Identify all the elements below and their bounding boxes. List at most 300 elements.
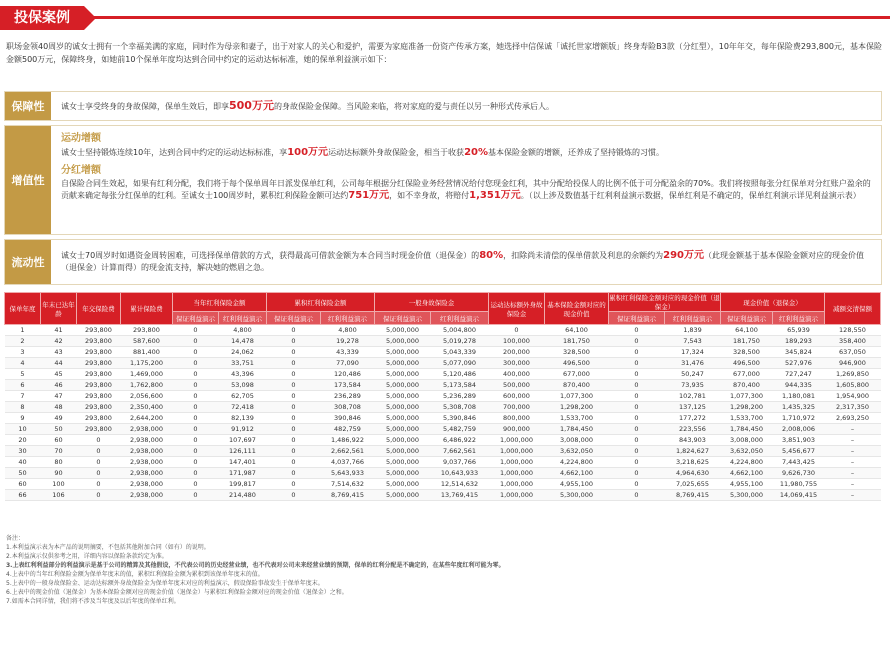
- table-cell: 4,662,100: [545, 468, 609, 479]
- dividend-text-2: ，如不幸身故，将赔付: [389, 191, 470, 200]
- table-cell: 1: [5, 325, 41, 336]
- table-cell: 3,632,050: [721, 446, 773, 457]
- table-cell: 900,000: [489, 424, 545, 435]
- intro-paragraph: 职场金领40周岁的诚女士拥有一个幸福美满的家庭，同时作为母亲和妻子，出于对家人的关心和爱护，需要为家庭准备一份资产传承方案，她选择中信保诚「诚托世家增额版」终身寿险B3款（分红型），10年年交，每年保险费293,800元，基本保险金额500万元，保障终身，如她前10个保单年度均达到合同中约定的运动达标标准，她的保单利益演示如下：: [6, 42, 883, 64]
- table-cell: 0: [267, 347, 321, 358]
- table-cell: 843,903: [665, 435, 721, 446]
- table-cell: 100,000: [489, 336, 545, 347]
- table-cell: 0: [609, 402, 665, 413]
- table-cell: 20: [5, 435, 41, 446]
- table-cell: 173,584: [321, 380, 375, 391]
- table-cell: –: [825, 457, 881, 468]
- liquidity-label: 流动性: [5, 240, 51, 284]
- table-cell: 677,000: [721, 369, 773, 380]
- table-cell: 4,955,100: [545, 479, 609, 490]
- table-cell: 200,000: [489, 347, 545, 358]
- table-cell: 0: [173, 490, 219, 501]
- dividend-heading: 分红增额: [61, 165, 101, 176]
- table-cell: 128,550: [825, 325, 881, 336]
- table-cell: 3,851,903: [773, 435, 825, 446]
- table-cell: –: [825, 435, 881, 446]
- table-cell: 80: [41, 457, 77, 468]
- note-line: 7.如需本合同详情，我们将不涉及当年度及以后年度的保单红利。: [6, 598, 180, 605]
- table-cell: 72,418: [219, 402, 267, 413]
- table-cell: 0: [609, 391, 665, 402]
- table-cell: 1,486,922: [321, 435, 375, 446]
- table-cell: 293,800: [77, 424, 121, 435]
- table-cell: 49: [41, 413, 77, 424]
- table-cell: 5,000,000: [375, 402, 431, 413]
- table-cell: 0: [267, 479, 321, 490]
- th-sport: 运动达标额外身故保险金: [489, 293, 545, 325]
- table-cell: 91,912: [219, 424, 267, 435]
- table-cell: 5,000,000: [375, 369, 431, 380]
- table-cell: 8: [5, 402, 41, 413]
- sport-text-1: 诚女士坚持锻炼连续10年，达到合同中约定的运动达标标准，享: [61, 148, 288, 157]
- table-row: [5, 479, 881, 490]
- liquidity-section: [4, 239, 882, 285]
- table-cell: 527,976: [773, 358, 825, 369]
- th-basic-cv: 基本保险金额对应的现金价值: [545, 293, 609, 325]
- table-row: [5, 391, 881, 402]
- table-cell: 5,000,000: [375, 325, 431, 336]
- growth-label: 增值性: [5, 126, 51, 234]
- th-dividend-cv: 累积红利保险金额对应的现金价值（退保金）: [609, 294, 720, 311]
- table-cell: 0: [609, 369, 665, 380]
- table-cell: 5,077,090: [431, 358, 489, 369]
- table-cell: 1,000,000: [489, 457, 545, 468]
- table-cell: –: [825, 468, 881, 479]
- table-cell: 7: [5, 391, 41, 402]
- table-cell: 5,120,486: [431, 369, 489, 380]
- th-sub: 保证利益演示: [375, 312, 431, 325]
- table-cell: 1,269,850: [825, 369, 881, 380]
- table-cell: 65,939: [773, 325, 825, 336]
- table-cell: 137,125: [665, 402, 721, 413]
- table-cell: 5,019,278: [431, 336, 489, 347]
- table-row: [5, 468, 881, 479]
- table-cell: –: [825, 490, 881, 501]
- table-cell: 0: [609, 347, 665, 358]
- table-cell: 293,800: [77, 369, 121, 380]
- liquidity-amount: 290万元: [663, 250, 704, 261]
- table-cell: 0: [267, 424, 321, 435]
- th-annual: 年交保险费: [77, 293, 121, 325]
- table-body: [5, 325, 881, 501]
- table-cell: 345,824: [773, 347, 825, 358]
- table-cell: 0: [609, 457, 665, 468]
- table-cell: 0: [173, 479, 219, 490]
- table-cell: 0: [489, 325, 545, 336]
- table-cell: 60: [5, 479, 41, 490]
- table-cell: 2,350,400: [121, 402, 173, 413]
- table-cell: 2,938,000: [121, 424, 173, 435]
- table-cell: –: [825, 479, 881, 490]
- table-cell: 496,500: [721, 358, 773, 369]
- th-death: 一般身故保险金: [375, 293, 489, 312]
- table-cell: 53,098: [219, 380, 267, 391]
- table-cell: 13,769,415: [431, 490, 489, 501]
- table-cell: 4,800: [321, 325, 375, 336]
- table-cell: 358,400: [825, 336, 881, 347]
- table-cell: 293,800: [77, 325, 121, 336]
- table-cell: 5,308,708: [431, 402, 489, 413]
- title-rule: [0, 16, 890, 19]
- table-cell: 8,769,415: [665, 490, 721, 501]
- table-cell: 587,600: [121, 336, 173, 347]
- table-cell: 5,000,000: [375, 446, 431, 457]
- table-cell: 300,000: [489, 358, 545, 369]
- table-cell: 2,938,000: [121, 457, 173, 468]
- note-line: 5.上表中的一般身故保险金、运动达标额外身故保险金为保单年度末对应的利益演示，假设保险事故发生于保单年度末。: [6, 580, 324, 587]
- table-cell: 0: [267, 435, 321, 446]
- th-sub: 保证利益演示: [173, 312, 219, 325]
- liquidity-body: [61, 240, 875, 284]
- table-cell: 0: [267, 358, 321, 369]
- table-cell: 0: [609, 446, 665, 457]
- table-cell: 10: [5, 424, 41, 435]
- table-cell: 10,643,933: [431, 468, 489, 479]
- table-cell: 5,000,000: [375, 435, 431, 446]
- table-cell: 0: [267, 446, 321, 457]
- table-cell: 2,693,250: [825, 413, 881, 424]
- table-cell: 70: [41, 446, 77, 457]
- table-cell: 293,800: [77, 347, 121, 358]
- th-cum-dividend: 累积红利保险金额: [267, 293, 375, 312]
- table-cell: 5,000,000: [375, 468, 431, 479]
- th-age: 年末已达年龄: [41, 293, 77, 325]
- th-sub: 保证利益演示: [609, 312, 665, 325]
- table-cell: 181,750: [545, 336, 609, 347]
- th-annual-dividend: 当年红利保险金额: [173, 293, 267, 312]
- table-cell: 199,817: [219, 479, 267, 490]
- table-cell: 1,077,300: [721, 391, 773, 402]
- table-cell: 7,514,632: [321, 479, 375, 490]
- table-cell: 1,298,200: [545, 402, 609, 413]
- table-cell: 5,000,000: [375, 490, 431, 501]
- table-cell: 66: [5, 490, 41, 501]
- th-cum: 累计保险费: [121, 293, 173, 325]
- sport-paragraph: [61, 147, 875, 159]
- table-cell: 2,056,600: [121, 391, 173, 402]
- table-cell: 3,008,000: [545, 435, 609, 446]
- table-cell: 637,050: [825, 347, 881, 358]
- table-row: [5, 358, 881, 369]
- table-cell: 0: [77, 479, 121, 490]
- table-cell: 0: [267, 413, 321, 424]
- table-cell: 40: [5, 457, 41, 468]
- table-row: [5, 435, 881, 446]
- table-cell: 50: [5, 468, 41, 479]
- table-cell: 293,800: [121, 325, 173, 336]
- table-cell: 1,533,700: [545, 413, 609, 424]
- table-cell: 77,090: [321, 358, 375, 369]
- table-cell: 43,339: [321, 347, 375, 358]
- table-row: [5, 413, 881, 424]
- table-cell: 1,000,000: [489, 446, 545, 457]
- table-cell: 0: [267, 325, 321, 336]
- table-cell: 43: [41, 347, 77, 358]
- table-cell: 5,000,000: [375, 347, 431, 358]
- table-cell: 1,954,900: [825, 391, 881, 402]
- table-cell: 2,938,000: [121, 479, 173, 490]
- table-cell: 3,008,000: [721, 435, 773, 446]
- table-cell: 106: [41, 490, 77, 501]
- table-cell: 181,750: [721, 336, 773, 347]
- table-cell: 5,236,289: [431, 391, 489, 402]
- table-cell: 5,000,000: [375, 380, 431, 391]
- protection-label: 保障性: [5, 92, 51, 120]
- table-cell: 50: [41, 424, 77, 435]
- table-cell: 214,480: [219, 490, 267, 501]
- table-cell: 0: [173, 413, 219, 424]
- table-cell: 870,400: [545, 380, 609, 391]
- table-cell: 0: [609, 479, 665, 490]
- table-cell: 0: [267, 402, 321, 413]
- th-sub: 红利利益演示: [665, 312, 721, 325]
- table-cell: 6,486,922: [431, 435, 489, 446]
- th-sub: 红利利益演示: [321, 312, 375, 325]
- table-cell: 0: [173, 391, 219, 402]
- table-cell: 90: [41, 468, 77, 479]
- table-cell: 6: [5, 380, 41, 391]
- table-cell: 5,004,800: [431, 325, 489, 336]
- table-cell: 12,514,632: [431, 479, 489, 490]
- table-cell: 2,938,000: [121, 490, 173, 501]
- table-cell: 0: [77, 435, 121, 446]
- table-cell: 0: [77, 468, 121, 479]
- table-row: [5, 369, 881, 380]
- table-cell: 64,100: [545, 325, 609, 336]
- table-cell: 0: [267, 391, 321, 402]
- table-cell: 82,139: [219, 413, 267, 424]
- liquidity-text-3: （此现金额基于基本保险金额对应的现金价值（退保金）计算而得）的现金流支持，解决她的燃眉之急。: [61, 251, 864, 272]
- note-line: 6.上表中的现金价值（退保金）为基本保险金额对应的现金价值（退保金）与累积红利保险金额对应的现金价值（退保金）之和。: [6, 589, 348, 596]
- table-cell: 5,173,584: [431, 380, 489, 391]
- table-cell: 1,533,700: [721, 413, 773, 424]
- table-cell: –: [825, 446, 881, 457]
- table-cell: 500,000: [489, 380, 545, 391]
- table-cell: 0: [173, 369, 219, 380]
- table-cell: 0: [173, 446, 219, 457]
- table-cell: 800,000: [489, 413, 545, 424]
- table-cell: 1,298,200: [721, 402, 773, 413]
- table-cell: 482,759: [321, 424, 375, 435]
- table-cell: 727,247: [773, 369, 825, 380]
- table-cell: 47: [41, 391, 77, 402]
- table-cell: 4,224,800: [721, 457, 773, 468]
- table-cell: 2,938,000: [121, 446, 173, 457]
- title-bar: [0, 0, 890, 30]
- table-cell: 1,000,000: [489, 435, 545, 446]
- table-cell: 14,069,415: [773, 490, 825, 501]
- table-cell: 5,043,339: [431, 347, 489, 358]
- table-cell: 177,272: [665, 413, 721, 424]
- th-sub: 红利利益演示: [219, 312, 267, 325]
- table-cell: 4: [5, 358, 41, 369]
- table-cell: 700,000: [489, 402, 545, 413]
- table-cell: 7,443,425: [773, 457, 825, 468]
- table-cell: 5,000,000: [375, 424, 431, 435]
- benefit-table: [4, 292, 881, 501]
- table-cell: 1,784,450: [721, 424, 773, 435]
- table-cell: 147,401: [219, 457, 267, 468]
- table-cell: 1,605,800: [825, 380, 881, 391]
- table-cell: 2: [5, 336, 41, 347]
- table-cell: 14,478: [219, 336, 267, 347]
- table-cell: 0: [609, 358, 665, 369]
- sport-percent: 20%: [464, 147, 488, 158]
- table-row: [5, 424, 881, 435]
- table-cell: 5,390,846: [431, 413, 489, 424]
- table-cell: 5,482,759: [431, 424, 489, 435]
- liquidity-percent: 80%: [479, 250, 504, 261]
- table-cell: 7,025,655: [665, 479, 721, 490]
- table-cell: 0: [173, 402, 219, 413]
- dividend-amount-2: 1,351万元: [469, 190, 521, 201]
- th-year: 保单年度: [5, 293, 41, 325]
- table-cell: 31,476: [665, 358, 721, 369]
- table-cell: 881,400: [121, 347, 173, 358]
- table-cell: 0: [267, 380, 321, 391]
- table-cell: 0: [173, 424, 219, 435]
- table-cell: 0: [609, 336, 665, 347]
- table-cell: 5,000,000: [375, 391, 431, 402]
- liquidity-text-1: 诚女士70周岁时如遇资金周转困难，可选择保单借款的方式，获得最高可借款金额为本合同当时现金价值（退保金）的: [61, 251, 480, 260]
- table-cell: 0: [267, 457, 321, 468]
- table-cell: 41: [41, 325, 77, 336]
- table-row: [5, 325, 881, 336]
- table-row: [5, 347, 881, 358]
- table-cell: 33,751: [219, 358, 267, 369]
- table-row: [5, 446, 881, 457]
- table-cell: 9,037,766: [431, 457, 489, 468]
- table-cell: 328,500: [721, 347, 773, 358]
- protection-text-2: 的身故保险金保障。当风险来临，将对家庭的爱与责任以另一种形式传承后人。: [273, 101, 554, 111]
- table-cell: 293,800: [77, 402, 121, 413]
- table-cell: 293,800: [77, 380, 121, 391]
- growth-section: [4, 125, 882, 235]
- table-cell: 0: [267, 336, 321, 347]
- table-cell: 19,278: [321, 336, 375, 347]
- table-cell: 1,000,000: [489, 490, 545, 501]
- protection-section: [4, 91, 882, 121]
- table-cell: 0: [173, 325, 219, 336]
- table-cell: 171,987: [219, 468, 267, 479]
- sport-text-2: 运动达标额外身故保险金，相当于收获: [328, 148, 465, 157]
- table-cell: 0: [77, 446, 121, 457]
- table-cell: 0: [267, 468, 321, 479]
- table-cell: 600,000: [489, 391, 545, 402]
- table-cell: 3,218,625: [665, 457, 721, 468]
- dividend-amount-1: 751万元: [348, 190, 390, 201]
- table-cell: 43,396: [219, 369, 267, 380]
- note-line: 1.本利益演示表为本产品的说明摘要，不包括其他附加合同（如有）的说明。: [6, 544, 210, 551]
- liquidity-text-2: ，扣除尚未清偿的保单借款及利息的余额约为: [503, 251, 664, 260]
- table-cell: 0: [609, 468, 665, 479]
- table-cell: 0: [77, 490, 121, 501]
- table-cell: 223,556: [665, 424, 721, 435]
- table-cell: 328,500: [545, 347, 609, 358]
- table-cell: 2,008,006: [773, 424, 825, 435]
- th-sub: 红利利益演示: [773, 312, 825, 325]
- table-cell: 1,839: [665, 325, 721, 336]
- table-cell: 4,800: [219, 325, 267, 336]
- table-cell: 107,697: [219, 435, 267, 446]
- table-cell: 0: [267, 490, 321, 501]
- table-cell: 308,708: [321, 402, 375, 413]
- table-row: [5, 402, 881, 413]
- note-line: 备注：: [6, 535, 25, 542]
- table-cell: 126,111: [219, 446, 267, 457]
- table-cell: 4,662,100: [721, 468, 773, 479]
- table-cell: 2,644,200: [121, 413, 173, 424]
- table-cell: 944,335: [773, 380, 825, 391]
- table-cell: 30: [5, 446, 41, 457]
- table-header-row: [5, 293, 881, 312]
- table-cell: 5,300,000: [721, 490, 773, 501]
- table-cell: 7,662,561: [431, 446, 489, 457]
- protection-body: [61, 92, 875, 120]
- table-cell: 4,964,630: [665, 468, 721, 479]
- table-cell: 189,293: [773, 336, 825, 347]
- th-sub: 红利利益演示: [431, 312, 489, 325]
- table-cell: 11,980,755: [773, 479, 825, 490]
- protection-text-1: 诚女士享受终身的身故保障，保单生效后，即享: [61, 101, 229, 111]
- table-cell: 3,632,050: [545, 446, 609, 457]
- table-cell: 8,769,415: [321, 490, 375, 501]
- table-cell: 64,100: [721, 325, 773, 336]
- growth-body: [61, 132, 875, 234]
- th-paidup: 减额交清保额: [825, 293, 881, 325]
- table-cell: –: [825, 424, 881, 435]
- table-cell: 4,037,766: [321, 457, 375, 468]
- table-cell: 293,800: [77, 336, 121, 347]
- table-cell: 9,626,730: [773, 468, 825, 479]
- table-cell: 677,000: [545, 369, 609, 380]
- table-cell: 390,846: [321, 413, 375, 424]
- note-line: 3.上表红利利益部分的利益演示是基于公司的精算及其他假设，不代表公司的历史经营业绩，也不代表对公司未来经营业绩的预期，保单的红利分配是不确定的，在某些年度红利可能为零。: [6, 562, 505, 569]
- table-cell: 1,710,972: [773, 413, 825, 424]
- table-cell: 60: [41, 435, 77, 446]
- table-cell: 5,300,000: [545, 490, 609, 501]
- table-row: [5, 336, 881, 347]
- page-title: 投保案例: [0, 6, 84, 30]
- table-cell: 2,317,350: [825, 402, 881, 413]
- table-cell: 5,000,000: [375, 413, 431, 424]
- table-cell: 0: [609, 413, 665, 424]
- table-cell: 0: [173, 347, 219, 358]
- table-cell: 1,180,081: [773, 391, 825, 402]
- table-cell: 42: [41, 336, 77, 347]
- table-cell: 1,762,800: [121, 380, 173, 391]
- sport-text-3: 基本保险金额的增额，还养成了坚持锻炼的习惯。: [488, 148, 664, 157]
- table-cell: 0: [77, 457, 121, 468]
- table-cell: 7,543: [665, 336, 721, 347]
- table-cell: 236,289: [321, 391, 375, 402]
- table-cell: 5,643,933: [321, 468, 375, 479]
- table-cell: 48: [41, 402, 77, 413]
- table-cell: 1,784,450: [545, 424, 609, 435]
- th-sub: 保证利益演示: [267, 312, 321, 325]
- th-cv: 现金价值（退保金）: [721, 293, 825, 312]
- table-cell: 1,435,325: [773, 402, 825, 413]
- table-cell: 2,938,000: [121, 435, 173, 446]
- table-cell: 5: [5, 369, 41, 380]
- table-cell: 24,062: [219, 347, 267, 358]
- table-cell: 0: [609, 435, 665, 446]
- table-cell: 1,077,300: [545, 391, 609, 402]
